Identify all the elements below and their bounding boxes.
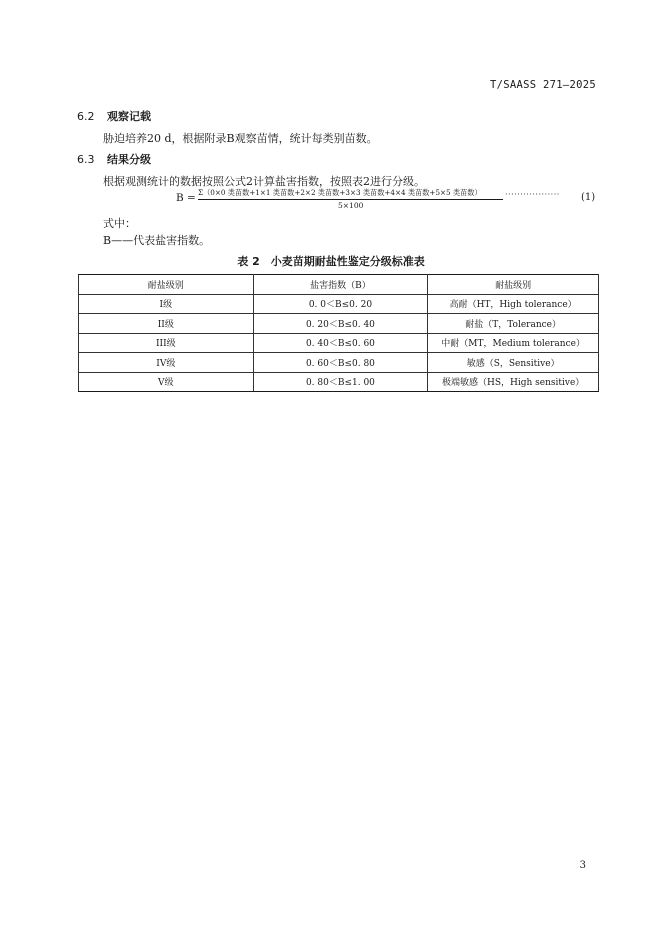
- table-row: [79, 294, 599, 314]
- tolerance-cell: 耐盐（T，Tolerance）: [428, 314, 599, 334]
- document-code: T/SAASS 271—2025: [490, 79, 596, 91]
- formula-denominator: 5×100: [338, 201, 364, 210]
- section-6-2-heading: [77, 108, 151, 124]
- table-row: [79, 372, 599, 392]
- table-header-row: [79, 275, 599, 295]
- index-range-cell: 0. 40＜B≤0. 60: [253, 333, 428, 353]
- table-title: 表 2 小麦苗期耐盐性鉴定分级标准表: [237, 255, 425, 268]
- formula-leader-dots: ··················: [505, 190, 560, 199]
- grade-cell: IV级: [79, 353, 254, 373]
- section-title: 观察记载: [107, 110, 151, 123]
- table-row: [79, 333, 599, 353]
- tolerance-cell: 极端敏感（HS，High sensitive）: [428, 372, 599, 392]
- section-6-3-heading: [77, 151, 151, 167]
- tolerance-cell: 中耐（MT，Medium tolerance）: [428, 333, 599, 353]
- grade-cell: V级: [79, 372, 254, 392]
- index-range-cell: 0. 80＜B≤1. 00: [253, 372, 428, 392]
- b-definition: B——代表盐害指数。: [103, 234, 211, 247]
- header-cell: 耐盐级别: [79, 275, 254, 295]
- fraction-bar: [198, 199, 503, 200]
- formula-lhs: B =: [176, 192, 196, 204]
- table-row: [79, 353, 599, 373]
- tolerance-cell: 敏感（S，Sensitive）: [428, 353, 599, 373]
- grade-cell: III级: [79, 333, 254, 353]
- index-range-cell: 0. 60＜B≤0. 80: [253, 353, 428, 373]
- index-range-cell: 0. 20＜B≤0. 40: [253, 314, 428, 334]
- page-number: 3: [579, 860, 586, 871]
- section-title: 结果分级: [107, 153, 151, 166]
- grading-table: [78, 274, 599, 392]
- index-range-cell: 0. 0＜B≤0. 20: [253, 294, 428, 314]
- section-number: 6.2: [77, 110, 95, 123]
- table-row: [79, 314, 599, 334]
- grade-cell: I级: [79, 294, 254, 314]
- header-cell: 耐盐级别: [428, 275, 599, 295]
- header-cell: 盐害指数（B）: [253, 275, 428, 295]
- section-number: 6.3: [77, 153, 95, 166]
- grade-cell: II级: [79, 314, 254, 334]
- formula-numerator: Σ（0×0 类苗数+1×1 类苗数+2×2 类苗数+3×3 类苗数+4×4 类苗数+5×5 类苗数）: [198, 188, 482, 197]
- equation-number: (1): [581, 192, 596, 203]
- tolerance-cell: 高耐（HT，High tolerance）: [428, 294, 599, 314]
- section-6-3-body: 根据观测统计的数据按照公式2计算盐害指数，按照表2进行分级。: [103, 175, 425, 188]
- where-intro: 式中：: [103, 217, 136, 230]
- section-6-2-body: 胁迫培养20 d，根据附录B观察苗情，统计每类别苗数。: [103, 132, 378, 145]
